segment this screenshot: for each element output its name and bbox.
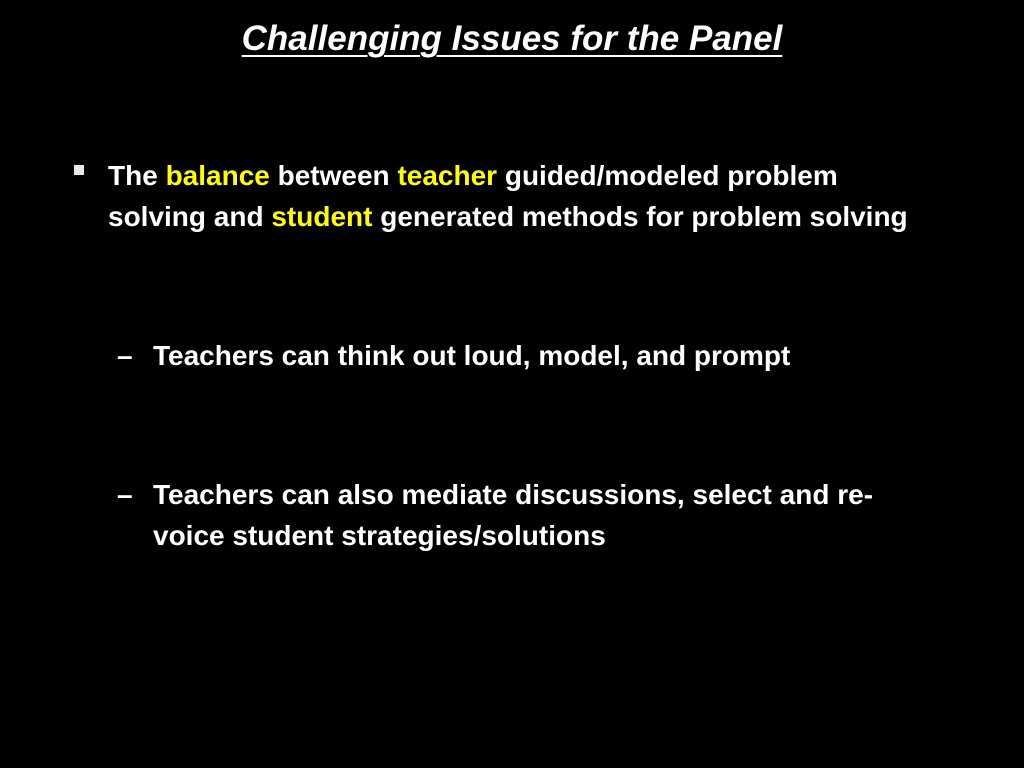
bullet-text-part: guided/modeled problem solving and [108, 160, 838, 232]
slide-title: Challenging Issues for the Panel [241, 19, 783, 58]
sub-bullet-text: Teachers can also mediate discussions, select and re-voice student strategies/solutions [153, 479, 874, 551]
bullet-text-part: generated methods for problem solving [372, 201, 908, 232]
dash-bullet-icon: – [117, 340, 133, 371]
bullet-text-part: The [108, 160, 166, 191]
sub-bullet-text: Teachers can think out loud, model, and prompt [153, 340, 791, 371]
bullet-text-part: between [269, 160, 398, 191]
dash-bullet-icon: – [117, 479, 133, 510]
square-bullet-icon [74, 165, 84, 175]
main-bullet-text [108, 155, 918, 237]
highlight-word-balance: balance [165, 160, 270, 191]
highlight-word-student: student [271, 201, 373, 232]
highlight-word-teacher: teacher [397, 160, 498, 191]
